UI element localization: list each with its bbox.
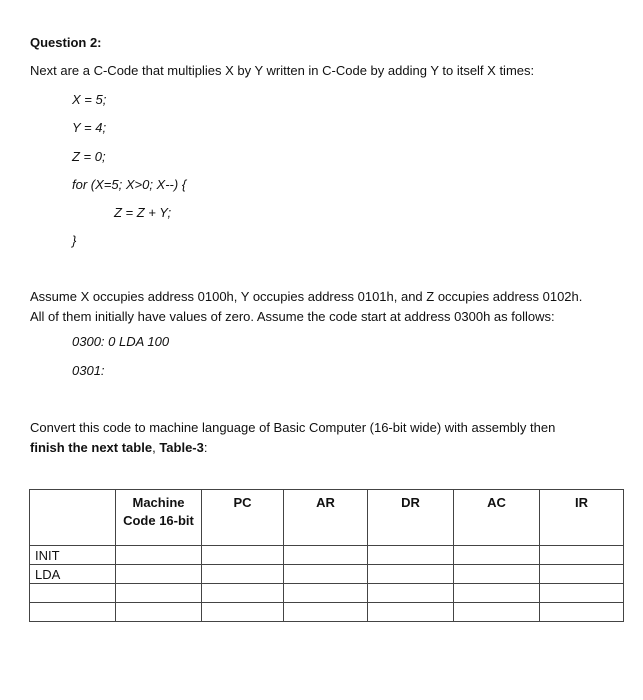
table-cell [540, 546, 624, 565]
code-line-6: } [72, 233, 77, 248]
table-cell [540, 603, 624, 622]
table-cell [454, 546, 540, 565]
table-header-row [30, 490, 624, 546]
table-cell [540, 584, 624, 603]
table-cell [116, 584, 202, 603]
code-line-5: Z = Z + Y; [114, 205, 172, 220]
table-row [30, 546, 624, 565]
convert-comma: , [152, 440, 160, 455]
convert-table-ref: Table-3 [159, 440, 204, 455]
table-cell [116, 565, 202, 584]
table-row [30, 565, 624, 584]
convert-bold-prefix: finish the next table [30, 440, 153, 455]
question-title: Question 2: [30, 35, 102, 50]
table-cell [540, 565, 624, 584]
header-machine-code: Machine Code 16-bit [116, 490, 202, 546]
code-line-1: X = 5; [72, 92, 107, 107]
table-cell [116, 603, 202, 622]
table-cell [284, 565, 368, 584]
code-line-3: Z = 0; [72, 149, 106, 164]
code-line-2: Y = 4; [72, 120, 107, 135]
table-cell [284, 603, 368, 622]
table-cell [368, 565, 454, 584]
table-cell [454, 603, 540, 622]
table-cell [202, 603, 284, 622]
table-row [30, 584, 624, 603]
header-label [30, 490, 116, 546]
table-cell [454, 565, 540, 584]
assumption-paragraph: Assume X occupies address 0100h, Y occupies address 0101h, and Z occupies address 0102h. All of them initially have values of zero. Assume the code start at address 0300h as follows: [30, 289, 583, 324]
row-label [30, 584, 116, 603]
table-cell [368, 546, 454, 565]
table-cell [202, 546, 284, 565]
table-row [30, 603, 624, 622]
header-ir: IR [540, 490, 624, 546]
table-3 [29, 489, 624, 622]
header-pc: PC [202, 490, 284, 546]
row-label: LDA [30, 565, 116, 584]
table-cell [284, 546, 368, 565]
table-cell [368, 603, 454, 622]
header-ac: AC [454, 490, 540, 546]
table-cell [454, 584, 540, 603]
header-dr: DR [368, 490, 454, 546]
table-cell [202, 565, 284, 584]
row-label [30, 603, 116, 622]
question-intro: Next are a C-Code that multiplies X by Y written in C-Code by adding Y to itself X times: [30, 63, 535, 78]
assembly-line-2: 0301: [72, 363, 105, 378]
assembly-line-1: 0300: 0 LDA 100 [72, 334, 170, 349]
table-cell [202, 584, 284, 603]
convert-text: Convert this code to machine language of Basic Computer (16-bit wide) with assembly then [30, 420, 556, 435]
table-cell [368, 584, 454, 603]
row-label: INIT [30, 546, 116, 565]
convert-paragraph [30, 418, 590, 458]
header-ar: AR [284, 490, 368, 546]
table-cell [284, 584, 368, 603]
convert-colon: : [203, 440, 208, 455]
table-cell [116, 546, 202, 565]
code-line-4: for (X=5; X>0; X--) { [72, 177, 187, 192]
